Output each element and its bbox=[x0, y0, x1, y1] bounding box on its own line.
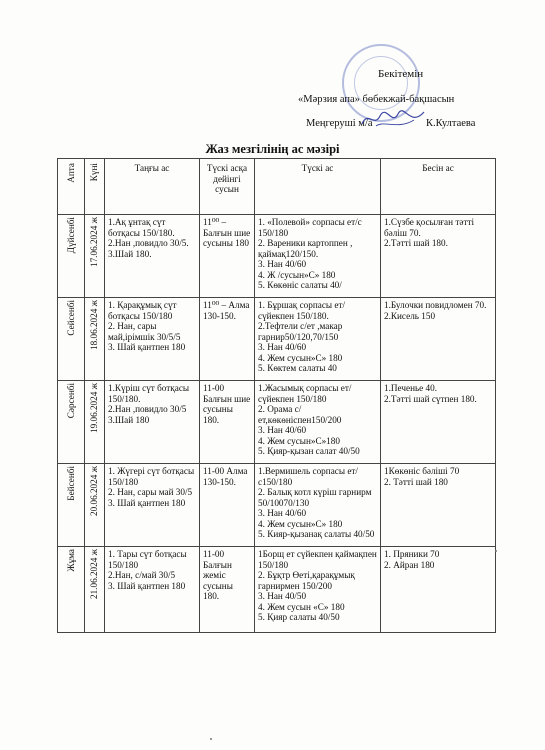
lunch-cell bbox=[255, 381, 381, 464]
snack-cell bbox=[381, 381, 496, 464]
menu-line: 1. Тары сүт ботқасы 150/180 bbox=[108, 549, 187, 570]
menu-line: 2.Нан ,повидло 30/5 bbox=[108, 404, 187, 415]
menu-line: 4. Жем сусын «С» 180 bbox=[258, 601, 345, 612]
table-row bbox=[58, 381, 496, 464]
table-row bbox=[58, 464, 496, 547]
document-title: Жаз мезгілінің ас мәзірі bbox=[205, 142, 340, 156]
menu-line: 11-00 Алма 130-150. bbox=[203, 466, 248, 487]
approval-title: Бекітемін bbox=[378, 68, 424, 80]
menu-line: 5. Қияр-қызан салат 40/50 bbox=[258, 446, 360, 457]
menu-line: 2. Айран 180 bbox=[384, 559, 435, 570]
lunch-cell bbox=[255, 298, 381, 381]
menu-line: 2. Тәтті шай 180 bbox=[384, 476, 448, 487]
approval-head: Меңгеруші м/а bbox=[306, 118, 373, 129]
menu-line: 1. Бұршақ сорпасы ет/сүйекпен 150/180. bbox=[258, 300, 346, 321]
pre-lunch-cell bbox=[200, 381, 255, 464]
breakfast-cell bbox=[105, 547, 200, 633]
menu-line: 1. Қарақұмық сүт ботқасы 150/180 bbox=[108, 300, 177, 321]
menu-line: 2. Бұқтр Өеті,қарақұмық гарнирмен 150/200 bbox=[258, 570, 355, 591]
weekday-cell: Сейсенбі bbox=[58, 298, 85, 381]
approval-org: «Мәрзия апа» бөбекжай-бақшасын bbox=[298, 94, 455, 105]
lunch-cell bbox=[255, 215, 381, 298]
menu-line: 1Борщ ет сүйекпен қаймақпен 150/180 bbox=[258, 549, 377, 570]
header-pre-lunch: Түскі асқа дейінгі сусын bbox=[200, 159, 255, 215]
menu-line: 2.Тәтті шай сүтпен 180. bbox=[384, 393, 477, 404]
date-cell: 20.06.2024 ж bbox=[85, 464, 105, 547]
lunch-cell bbox=[255, 464, 381, 547]
pre-lunch-cell bbox=[200, 298, 255, 381]
menu-line: 1.Ақ ұнтақ сүт ботқасы 150/180. bbox=[108, 217, 175, 238]
snack-cell bbox=[381, 215, 496, 298]
menu-line: 3.Шай 180 bbox=[108, 414, 150, 425]
breakfast-cell bbox=[105, 464, 200, 547]
menu-line: 2. Нан, сары май 30/5 bbox=[108, 487, 193, 498]
menu-line: 3. Нан 40/60 bbox=[258, 342, 307, 353]
menu-line: 2.Тефтели с/ет ,макар гарнир50/120,70/150 bbox=[258, 321, 343, 342]
menu-line: 3. Шай қантпен 180 bbox=[108, 342, 186, 353]
header-row bbox=[58, 159, 496, 215]
menu-body bbox=[58, 215, 496, 633]
menu-line: 1Көкөніс бәліші 70 bbox=[384, 466, 460, 476]
menu-line: 3.Шай 180. bbox=[108, 248, 152, 259]
menu-line: 1. «Полевой» сорпасы ет/с 150/180 bbox=[258, 217, 362, 238]
table-row bbox=[58, 215, 496, 298]
weekday-cell: Дүйсенбі bbox=[58, 215, 85, 298]
header-breakfast: Таңғы ас bbox=[105, 159, 200, 215]
menu-line: 3. Нан 40/60 bbox=[258, 425, 307, 436]
menu-line: 11⁰⁰ – Алма 130-150. bbox=[203, 300, 250, 321]
menu-line: 1.Жасымық сорпасы ет/ сүйекпен 150/180 bbox=[258, 383, 352, 404]
menu-line: 3. Шай қантпен 180 bbox=[108, 580, 186, 591]
snack-cell bbox=[381, 298, 496, 381]
date-cell: 19.06.2024 ж bbox=[85, 381, 105, 464]
menu-line: 2.Кисель 150 bbox=[384, 310, 436, 321]
weekday-cell: Жұма bbox=[58, 547, 85, 633]
menu-line: 5. Көктем салаты 40 bbox=[258, 363, 337, 374]
header-day: Күні bbox=[85, 159, 105, 215]
header-week: Апта bbox=[58, 159, 85, 215]
breakfast-cell bbox=[105, 215, 200, 298]
date-cell: 18.06.2024 ж bbox=[85, 298, 105, 381]
menu-line: 1.Күріш сүт ботқасы 150/180. bbox=[108, 383, 190, 404]
menu-line: 4. Жем сусын»С»180 bbox=[258, 435, 340, 446]
approval-name: К.Култаева bbox=[426, 118, 476, 129]
menu-line: 5. Көкөніс салаты 40/ bbox=[258, 280, 342, 291]
header-lunch: Түскі ас bbox=[255, 159, 381, 215]
date-cell: 21.06.2024 ж bbox=[85, 547, 105, 633]
signature-icon bbox=[358, 106, 428, 132]
lunch-cell bbox=[255, 547, 381, 633]
table-row bbox=[58, 547, 496, 633]
snack-cell bbox=[381, 464, 496, 547]
menu-line: 2.Тәтті шай 180. bbox=[384, 238, 448, 249]
pre-lunch-cell bbox=[200, 215, 255, 298]
menu-line: 5. Қияр салаты 40/50 bbox=[258, 612, 340, 623]
menu-line: 2. Балық котл күріш гарнирм 50/10070/130 bbox=[258, 487, 372, 508]
menu-line: 3. Нан 40/60 bbox=[258, 508, 307, 519]
breakfast-cell bbox=[105, 381, 200, 464]
menu-line: 4. Ж /сусын»С» 180 bbox=[258, 269, 336, 280]
menu-line: 2. Нан, сары май,ірімшік 30/5/5 bbox=[108, 321, 181, 342]
scan-speck bbox=[495, 550, 497, 552]
menu-line: 11-00 Балғын жеміс сусыны 180. bbox=[203, 549, 233, 602]
header-snack: Бесін ас bbox=[381, 159, 496, 215]
scan-speck bbox=[210, 738, 212, 740]
menu-line: 2.Нан ,повидло 30/5. bbox=[108, 238, 189, 249]
menu-line: 1.Печенье 40. bbox=[384, 383, 438, 393]
approval-block bbox=[290, 0, 530, 135]
pre-lunch-cell bbox=[200, 547, 255, 633]
menu-line: 3. Нан 40/50 bbox=[258, 591, 307, 602]
menu-line: 5. Кияр-қызанақ салаты 40/50 bbox=[258, 529, 375, 540]
menu-line: 1.Вермишель сорпасы ет/с150/180 bbox=[258, 466, 358, 487]
menu-line: 2. Вареники картоппен , қаймақ120/150. bbox=[258, 238, 353, 259]
menu-line: 3. Шай қантпен 180 bbox=[108, 497, 186, 508]
menu-line: 4. Жем сусын»С» 180 bbox=[258, 518, 343, 529]
menu-line: 1. Пряники 70 bbox=[384, 549, 440, 559]
table-row bbox=[58, 298, 496, 381]
menu-line: 11-00 Балғын шие сусыны 180. bbox=[203, 383, 251, 425]
menu-line: 1.Булочки повидломен 70. bbox=[384, 300, 487, 310]
menu-line: 2.Нан, с/май 30/5 bbox=[108, 570, 176, 581]
menu-line: 1.Сүзбе қосылған тәтті бәліш 70. bbox=[384, 217, 475, 238]
menu-line: 3. Нан 40/60 bbox=[258, 259, 307, 270]
menu-line: 4. Жем сусын»С» 180 bbox=[258, 352, 343, 363]
breakfast-cell bbox=[105, 298, 200, 381]
menu-table bbox=[57, 158, 496, 633]
date-cell: 17.06.2024 ж bbox=[85, 215, 105, 298]
pre-lunch-cell bbox=[200, 464, 255, 547]
menu-line: 11⁰⁰ – Балғын шие сусыны 180 bbox=[203, 217, 251, 249]
weekday-cell: Сәрсенбі bbox=[58, 381, 85, 464]
menu-line: 2. Орама с/ет,көкөніспен150/200 bbox=[258, 404, 342, 425]
snack-cell bbox=[381, 547, 496, 633]
weekday-cell: Бейсенбі bbox=[58, 464, 85, 547]
menu-line: 1. Жүгері сүт ботқасы 150/180 bbox=[108, 466, 195, 487]
